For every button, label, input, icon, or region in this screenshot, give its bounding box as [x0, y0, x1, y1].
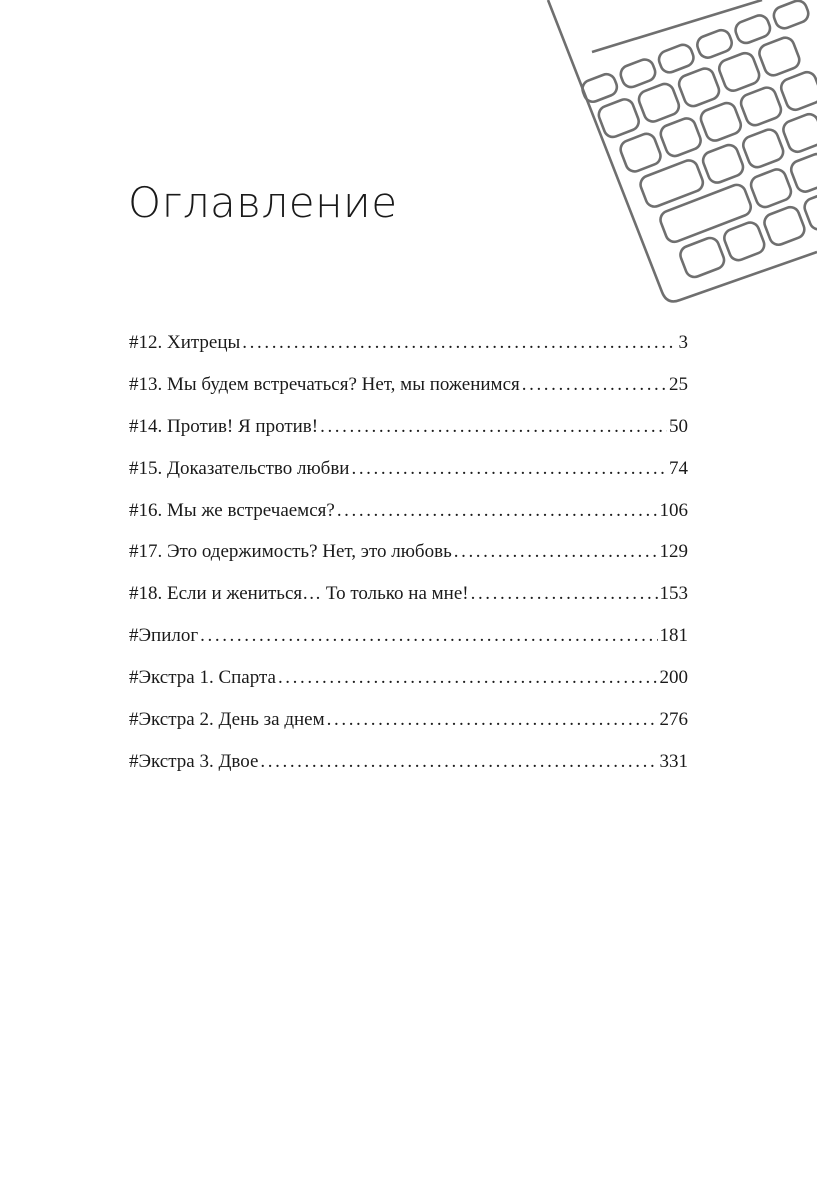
toc-entry-page: 200 [659, 667, 688, 689]
toc-entry-page: 25 [669, 373, 688, 395]
toc-entry-page: 153 [659, 583, 688, 605]
toc-entry[interactable] [129, 531, 688, 573]
table-of-contents [129, 322, 688, 783]
toc-entry-title: #Экстра 2. День за днем [129, 709, 325, 731]
toc-entry[interactable] [129, 322, 688, 364]
toc-entry-title: #Экстра 1. Спарта [129, 667, 276, 689]
toc-entry[interactable] [129, 406, 688, 448]
toc-dot-leader [522, 364, 667, 406]
toc-dot-leader [337, 490, 658, 532]
toc-entry-page: 106 [659, 499, 688, 521]
toc-entry-title: #18. Если и жениться… То только на мне! [129, 583, 469, 605]
toc-entry-page: 3 [678, 332, 688, 353]
toc-dot-leader [327, 699, 658, 741]
toc-entry[interactable] [129, 741, 688, 783]
toc-dot-leader [260, 741, 657, 783]
toc-entry-page: 129 [659, 541, 688, 563]
toc-entry-title: #Эпилог [129, 625, 199, 647]
toc-entry[interactable] [129, 657, 688, 699]
toc-dot-leader [471, 573, 658, 615]
toc-entry-page: 50 [669, 415, 688, 437]
toc-entry-page: 331 [659, 750, 688, 772]
toc-entry-title: #12. Хитрецы [129, 332, 241, 353]
toc-entry-page: 276 [659, 709, 688, 731]
toc-dot-leader [454, 531, 658, 573]
page-title: Оглавление [128, 178, 398, 227]
toc-entry[interactable] [129, 615, 688, 657]
toc-entry-page: 74 [669, 457, 688, 479]
toc-entry-title: #15. Доказательство любви [129, 457, 350, 479]
toc-entry[interactable] [129, 364, 688, 406]
toc-dot-leader [278, 657, 658, 699]
toc-dot-leader [242, 322, 676, 364]
toc-entry[interactable] [129, 573, 688, 615]
toc-entry[interactable] [129, 490, 688, 532]
toc-entry[interactable] [129, 448, 688, 490]
toc-dot-leader [320, 406, 667, 448]
toc-entry-title: #16. Мы же встречаемся? [129, 499, 335, 521]
toc-entry-title: #13. Мы будем встречаться? Нет, мы поженимся [129, 373, 520, 395]
toc-dot-leader [351, 448, 667, 490]
toc-dot-leader [200, 615, 657, 657]
toc-entry-title: #14. Против! Я против! [129, 415, 319, 437]
toc-entry-title: #17. Это одержимость? Нет, это любовь [129, 541, 452, 563]
toc-entry-title: #Экстра 3. Двое [129, 750, 259, 772]
toc-entry-page: 181 [659, 625, 688, 647]
toc-entry[interactable] [129, 699, 688, 741]
